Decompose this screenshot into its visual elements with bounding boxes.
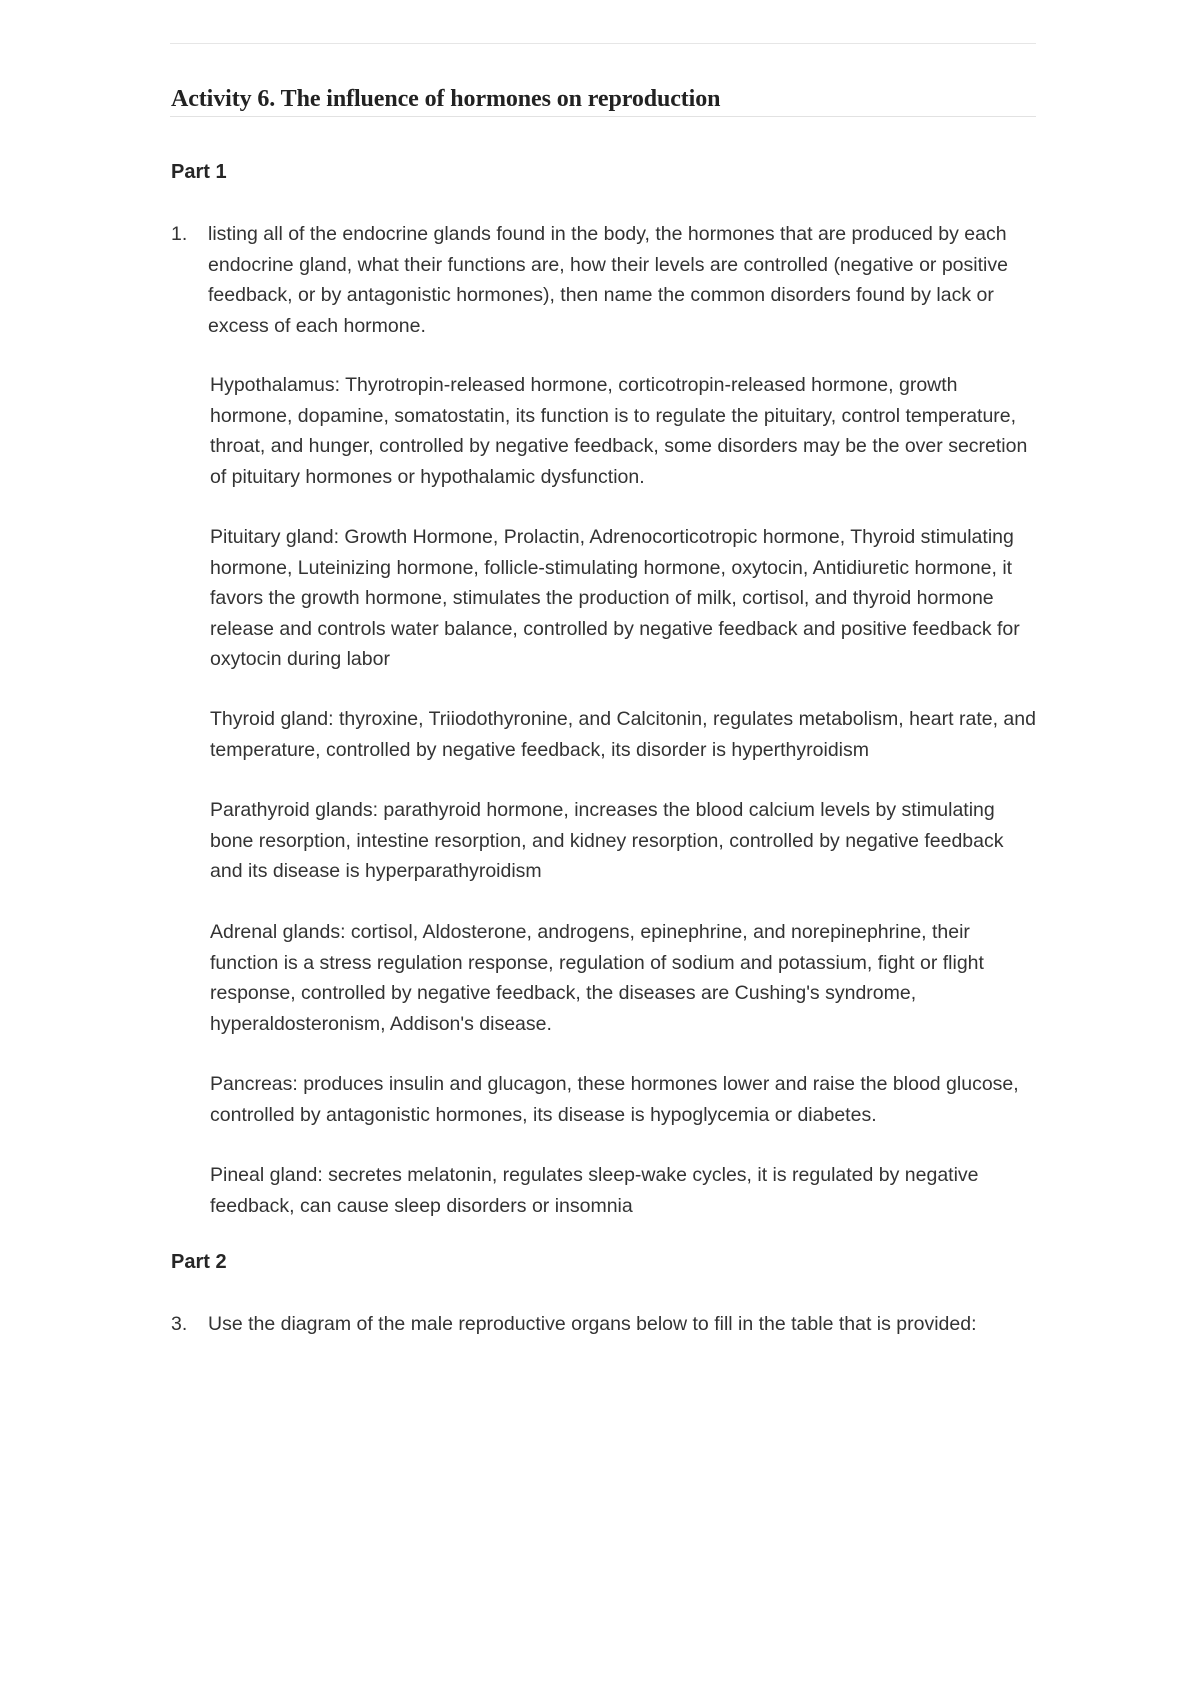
page-title: Activity 6. The influence of hormones on reproduction [171, 86, 721, 112]
answer-parathyroid: Parathyroid glands: parathyroid hormone, increases the blood calcium levels by stimulating bone resorption, intestine resorption, and kidney resorption, controlled by negative feedback and its disease is hyperparathyroidism [210, 799, 1004, 882]
question-text-2: Use the diagram of the male reproductive organs below to fill in the table that is provided: [208, 1313, 977, 1335]
answer-thyroid: Thyroid gland: thyroxine, Triiodothyronine, and Calcitonin, regulates metabolism, heart rate, and temperature, controlled by negative feedback, its disorder is hyperthyroidism [210, 708, 1036, 761]
answer-pancreas: Pancreas: produces insulin and glucagon, these hormones lower and raise the blood glucose, controlled by antagonistic hormones, its disease is hypoglycemia or diabetes. [210, 1073, 1019, 1126]
part2-heading: Part 2 [171, 1251, 227, 1273]
answer-adrenal: Adrenal glands: cortisol, Aldosterone, androgens, epinephrine, and norepinephrine, their function is a stress regulation response, regulation of sodium and potassium, fight or flight response, controlled by negative feedback, the diseases are Cushing's syndrome, hyperaldosteronism, Addison's disease. [210, 921, 984, 1035]
question-number-2: 3. [171, 1313, 188, 1335]
question-number: 1. [171, 223, 188, 245]
answer-hypothalamus: Hypothalamus: Thyrotropin-released hormone, corticotropin-released hormone, growth hormone, dopamine, somatostatin, its function is to regulate the pituitary, control temperature, throat, and hunger, controlled by negative feedback, some disorders may be the over secretion of pituitary hormones or hypothalamic dysfunction. [210, 374, 1028, 488]
top-divider [170, 43, 1036, 44]
title-underline [170, 116, 1036, 117]
question-text: listing all of the endocrine glands found in the body, the hormones that are produced by each endocrine gland, what their functions are, how their levels are controlled (negative or positive feedback, or by antagonistic hormones), then name the common disorders found by lack or excess of each hormone. [208, 223, 1008, 337]
answer-pineal: Pineal gland: secretes melatonin, regulates sleep-wake cycles, it is regulated by negative feedback, can cause sleep disorders or insomnia [210, 1164, 979, 1217]
part1-heading: Part 1 [171, 161, 227, 183]
answer-pituitary: Pituitary gland: Growth Hormone, Prolactin, Adrenocorticotropic hormone, Thyroid stimulating hormone, Luteinizing hormone, follicle-stimulating hormone, oxytocin, Antidiuretic hormone, it favors the growth hormone, stimulates the production of milk, cortisol, and thyroid hormone release and controls water balance, controlled by negative feedback and positive feedback for oxytocin during labor [210, 526, 1020, 670]
